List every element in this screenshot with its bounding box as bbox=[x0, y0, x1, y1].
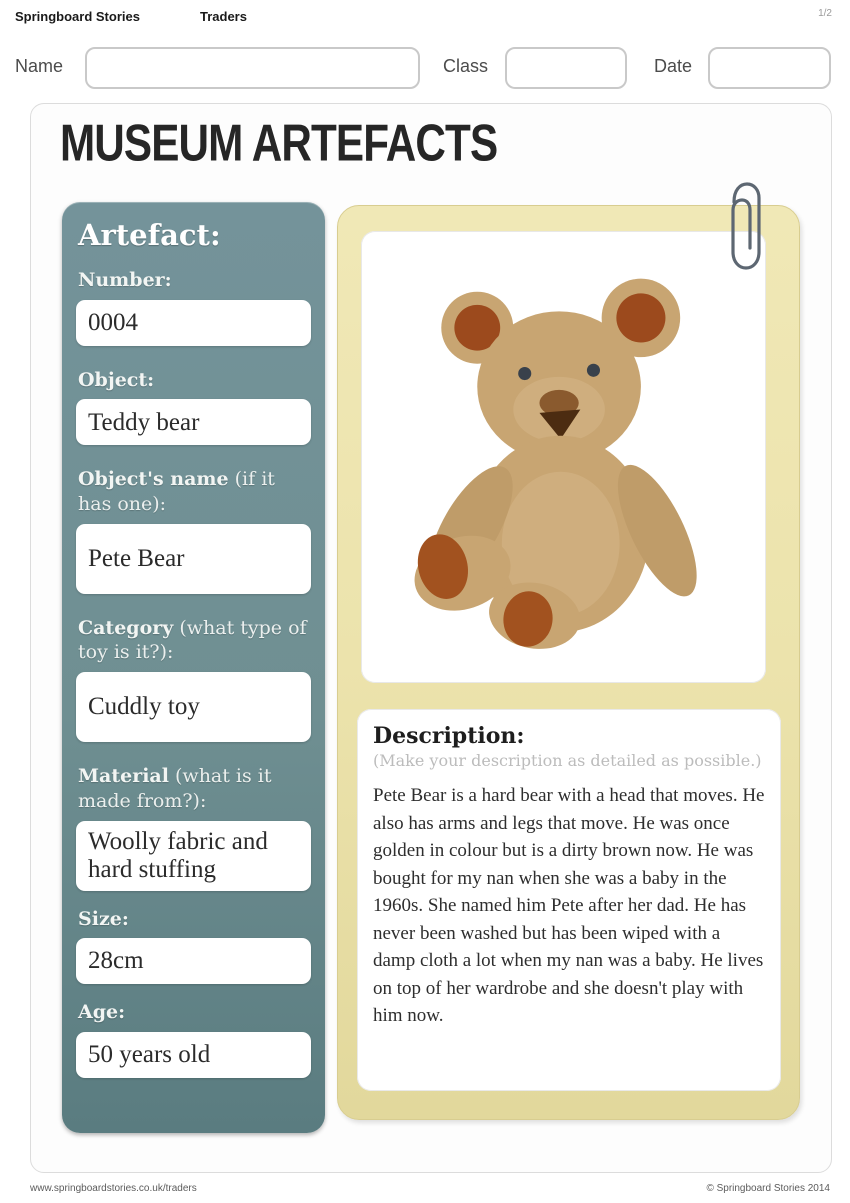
artefact-field-7 bbox=[76, 1000, 311, 1078]
artefact-field-label: Object: bbox=[78, 368, 155, 391]
artefact-field-value: 50 years old bbox=[88, 1041, 211, 1069]
artefact-field-4 bbox=[76, 616, 311, 742]
artefact-field-box[interactable] bbox=[76, 524, 311, 594]
artefact-field-label: Size: bbox=[78, 907, 129, 930]
description-hint: (Make your description as detailed as possible.) bbox=[373, 751, 762, 770]
teddy-bear-photo bbox=[384, 247, 744, 667]
name-input[interactable] bbox=[87, 49, 418, 87]
artefact-field-label: Category (what type of toy is it?): bbox=[78, 616, 307, 664]
artefact-field-value: 0004 bbox=[88, 308, 138, 336]
artefact-field-1 bbox=[76, 268, 311, 346]
photo-description-card bbox=[337, 205, 800, 1120]
artefact-field-6 bbox=[76, 907, 311, 985]
artefact-field-5 bbox=[76, 764, 311, 890]
name-field[interactable] bbox=[85, 47, 420, 89]
page-title: MUSEUM ARTEFACTS bbox=[60, 115, 498, 173]
artefact-field-box[interactable] bbox=[76, 938, 311, 984]
date-input[interactable] bbox=[710, 49, 829, 87]
description-text[interactable]: Pete Bear is a hard bear with a head that moves. He also has arms and legs that move. He was once golden in colour but is a dirty brown now. He was bought for my nan when she was a baby in the 1960s. She named him Pete after her dad. He has never been washed but has been wiped with a damp cloth a lot when my nan was a baby. He lives on top of her wardrobe and she doesn't play with him now. bbox=[373, 785, 765, 1027]
page-number: 1/2 bbox=[818, 8, 832, 19]
brand-name: Springboard Stories bbox=[15, 9, 140, 24]
artefact-fields bbox=[76, 268, 311, 1078]
date-label: Date bbox=[654, 56, 693, 76]
footer-copyright: © Springboard Stories 2014 bbox=[706, 1183, 830, 1194]
artefact-field-box[interactable] bbox=[76, 821, 311, 891]
artefact-photo-frame bbox=[361, 231, 766, 683]
footer-url: www.springboardstories.co.uk/traders bbox=[30, 1183, 197, 1194]
artefact-field-value: Cuddly toy bbox=[88, 693, 200, 721]
class-field[interactable] bbox=[505, 47, 627, 89]
class-label: Class bbox=[443, 56, 489, 76]
date-field[interactable] bbox=[708, 47, 831, 89]
description-heading: Description: bbox=[373, 723, 525, 749]
description-panel bbox=[357, 709, 781, 1091]
name-label: Name bbox=[15, 56, 64, 76]
artefact-field-box[interactable] bbox=[76, 399, 311, 445]
artefact-field-value: Pete Bear bbox=[88, 545, 185, 572]
artefact-field-value: Teddy bear bbox=[88, 408, 200, 436]
artefact-field-3 bbox=[76, 467, 311, 593]
artefact-field-2 bbox=[76, 368, 311, 446]
artefact-field-label: Object's name (if it has one): bbox=[78, 468, 275, 516]
artefact-field-value: 28cm bbox=[88, 947, 144, 975]
artefact-field-label: Number: bbox=[78, 269, 172, 291]
topic-title: Traders bbox=[200, 9, 247, 24]
artefact-field-value: Woolly fabric and hard stuffing bbox=[88, 828, 268, 883]
artefact-field-box[interactable] bbox=[76, 672, 311, 742]
artefact-field-label: Material (what is it made from?): bbox=[78, 765, 272, 812]
paperclip-icon bbox=[722, 178, 764, 272]
artefact-field-box[interactable] bbox=[76, 1032, 311, 1078]
artefact-field-box[interactable] bbox=[76, 300, 311, 346]
artefact-heading: Artefact: bbox=[78, 218, 221, 252]
artefact-field-label: Age: bbox=[78, 1001, 126, 1024]
artefact-panel bbox=[62, 202, 325, 1133]
class-input[interactable] bbox=[507, 49, 625, 87]
